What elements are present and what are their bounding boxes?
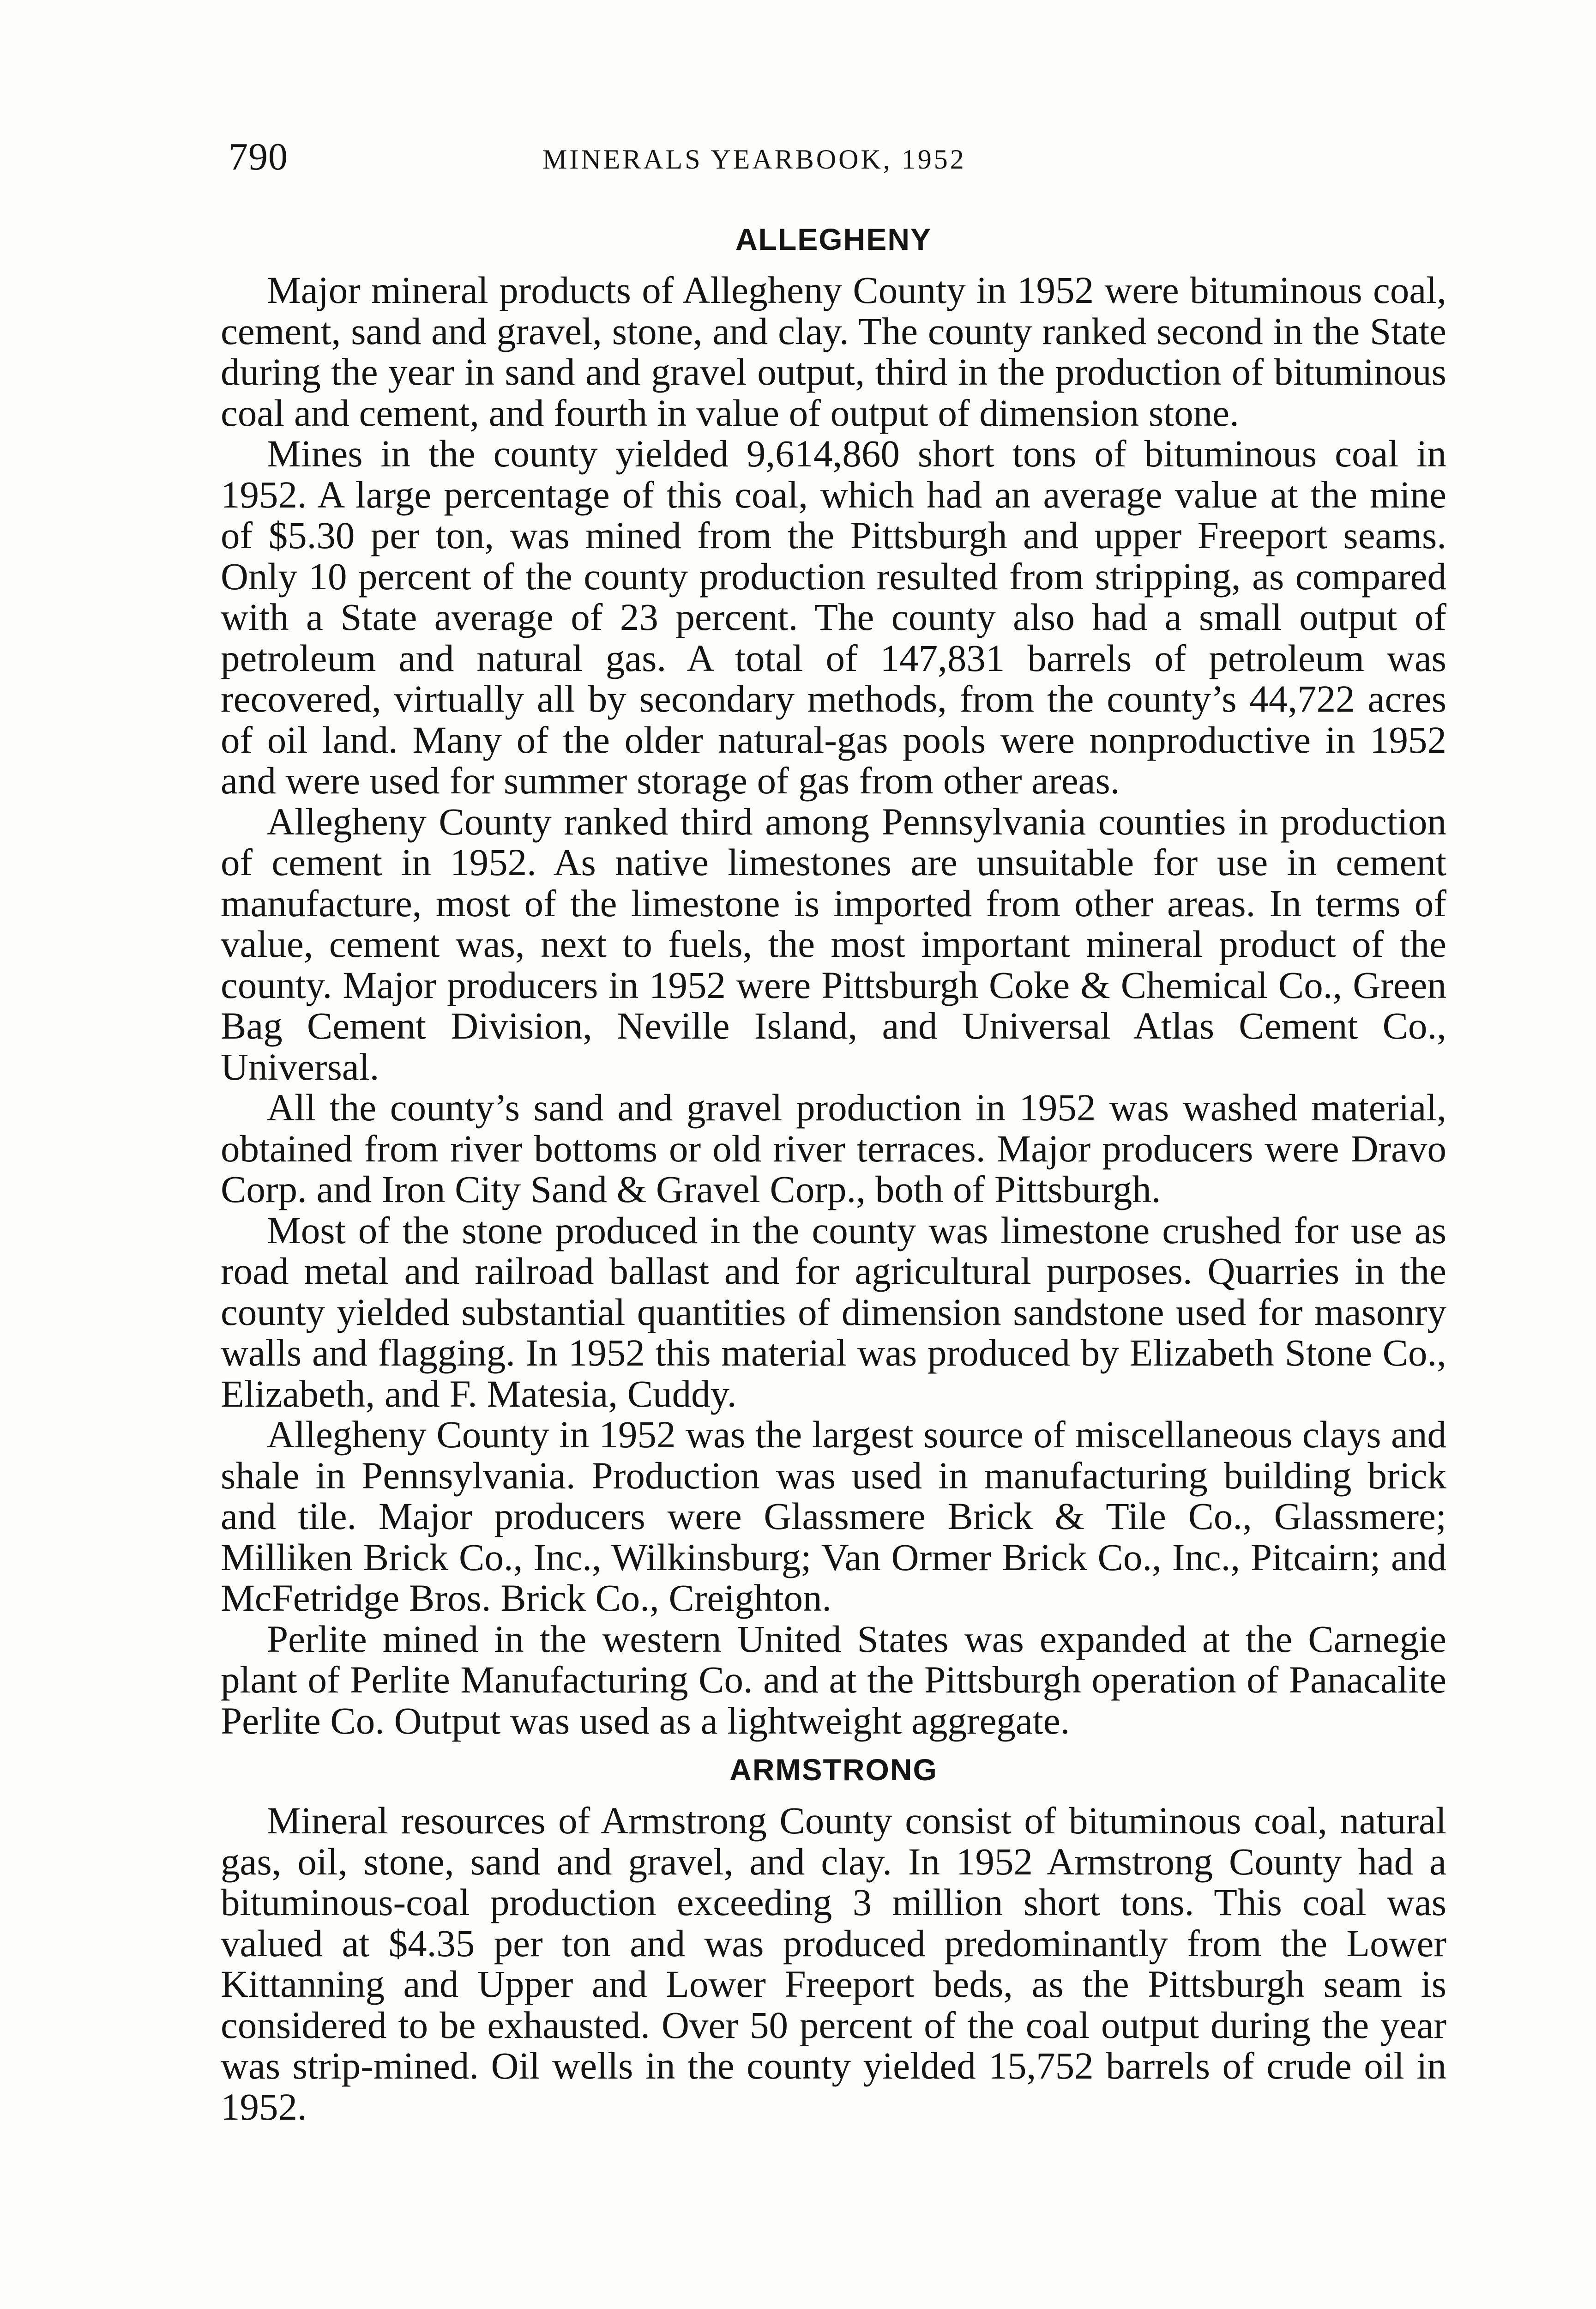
paragraph: Perlite mined in the western United States was expanded at the Carnegie plant of Perlite Manufacturing Co. and at the Pittsburgh operation of Panacalite Perlite Co. Output was used as a lightweight aggregate. xyxy=(221,1617,1446,1742)
paragraph: Allegheny County in 1952 was the largest source of miscellaneous clays and shale in Pennsylvania. Production was used in manufacturing building brick and tile. Major producers were Glassmere Brick & Tile Co., Glassmere; Milliken Brick Co., Inc., Wilkinsburg; Van Ormer Brick Co., Inc., Pitcairn; and McFetridge Bros. Brick Co., Creighton. xyxy=(221,1413,1446,1619)
section-gap xyxy=(221,1741,1446,1747)
paragraph: Mineral resources of Armstrong County consist of bituminous coal, natural gas, oil, stone, sand and gravel, and clay. In 1952 Armstrong County had a bituminous-coal production exceeding 3 million short tons. This coal was valued at $4.35 per ton and was produced predominantly from the Lower Kittanning and Upper and Lower Freeport beds, as the Pittsburgh seam is considered to be exhausted. Over 50 percent of the coal output during the year was strip-mined. Oil wells in the county yielded 15,752 barrels of crude oil in 1952. xyxy=(221,1799,1446,2128)
page-number: 790 xyxy=(229,135,288,178)
paragraph: Mines in the county yielded 9,614,860 short tons of bituminous coal in 1952. A large percentage of this coal, which had an average value at the mine of $5.30 per ton, was mined from the Pittsburgh and upper Freeport seams. Only 10 percent of the county production resulted from stripping, as compared with a State average of 23 percent. The county also had a small output of petroleum and natural gas. A total of 147,831 barrels of petroleum was recovered, virtually all by secondary methods, from the county’s 44,722 acres of oil land. Many of the older natural-gas pools were nonproductive in 1952 and were used for summer storage of gas from other areas. xyxy=(221,432,1446,802)
book-title: MINERALS YEARBOOK, 1952 xyxy=(542,144,966,175)
running-head xyxy=(229,134,1466,185)
section-heading: ALLEGHENY xyxy=(735,222,932,256)
section-heading: ARMSTRONG xyxy=(729,1753,938,1787)
paragraph: Allegheny County ranked third among Pennsylvania counties in production of cement in 1952. As native limestones are unsuitable for use in cement manufacture, most of the limestone is imported from other areas. In terms of value, cement was, next to fuels, the most important mineral product of the county. Major producers in 1952 were Pittsburgh Coke & Chemical Co., Green Bag Cement Division, Neville Island, and Universal Atlas Cement Co., Universal. xyxy=(221,800,1446,1088)
body-text xyxy=(221,217,1446,2127)
section-armstrong xyxy=(221,1747,1446,2127)
section-allegheny xyxy=(221,217,1446,1741)
paragraph: Major mineral products of Allegheny County in 1952 were bituminous coal, cement, sand and gravel, stone, and clay. The county ranked second in the State during the year in sand and gravel output, third in the production of bituminous coal and cement, and fourth in value of output of dimension stone. xyxy=(221,269,1446,434)
paragraph: All the county’s sand and gravel production in 1952 was washed material, obtained from river bottoms or old river terraces. Major producers were Dravo Corp. and Iron City Sand & Gravel Corp., both of Pittsburgh. xyxy=(221,1086,1446,1210)
paragraph: Most of the stone produced in the county was limestone crushed for use as road metal and railroad ballast and for agricultural purposes. Quarries in the county yielded substantial quantities of dimension sandstone used for masonry walls and flagging. In 1952 this material was produced by Elizabeth Stone Co., Elizabeth, and F. Matesia, Cuddy. xyxy=(221,1209,1446,1415)
